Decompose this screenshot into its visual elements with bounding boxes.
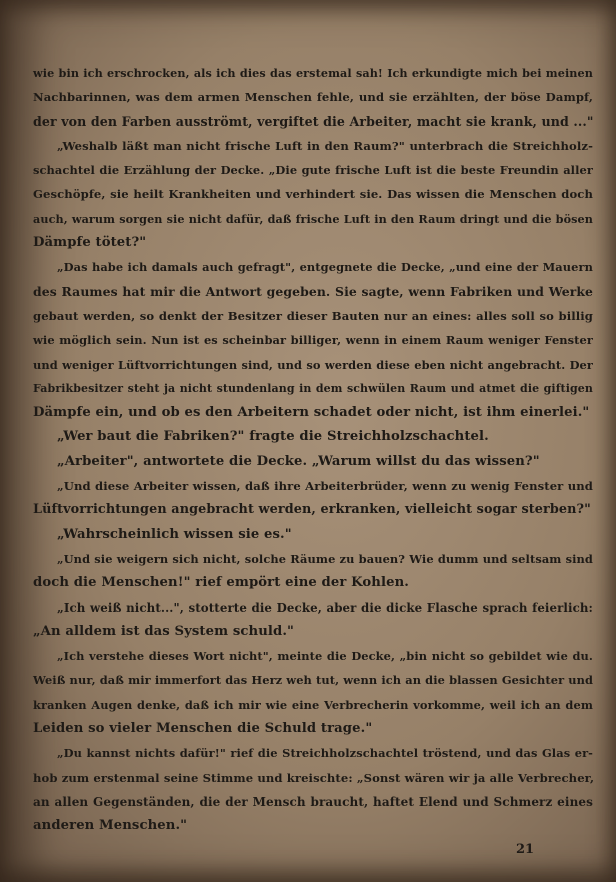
body-text [33,61,593,839]
text-line: wie möglich sein. Nun ist es scheinbar billiger, wenn in einem Raum weniger Fenster [33,333,593,348]
text-line: „Und sie weigern sich nicht, solche Räume zu bauen? Wie dumm und seltsam sind [57,551,593,566]
text-line: auch, warum sorgen sie nicht dafür, daß frische Luft in den Raum dringt und die bösen [33,211,593,226]
text-line: „An alldem ist das System schuld." [33,623,294,639]
text-line: „Ich weiß nicht...", stotterte die Decke, aber die dicke Flasche sprach feierlich: [57,600,593,615]
text-line: anderen Menschen." [33,818,188,834]
text-line: schachtel die Erzählung der Decke. „Die gute frische Luft ist die beste Freundin aller [33,163,593,178]
text-line: doch die Menschen!" rief empört eine der Kohlen. [33,575,409,591]
text-line: „Wahrscheinlich wissen sie es." [57,526,292,542]
text-line: des Raumes hat mir die Antwort gegeben. Sie sagte, wenn Fabriken und Werke [33,283,593,299]
text-line: Fabrikbesitzer steht ja nicht stundenlang in dem schwülen Raum und atmet die giftigen [33,381,593,395]
text-line: „Das habe ich damals auch gefragt", entgegnete die Decke, „und eine der Mauern [57,260,593,275]
text-line: Weiß nur, daß mir immerfort das Herz weh tut, wenn ich an die blassen Gesichter und [33,673,594,688]
text-line: wie bin ich erschrocken, als ich dies das erstemal sah! Ich erkundigte mich bei meinen [33,66,593,80]
text-line: „Und diese Arbeiter wissen, daß ihre Arbeiterbrüder, wenn zu wenig Fenster und [57,479,593,494]
text-line: kranken Augen denke, daß ich mir wie eine Verbrecherin vorkomme, weil ich an dem [33,697,593,712]
text-line: Leiden so vieler Menschen die Schuld trage." [33,721,373,737]
text-line: an allen Gegenständen, die der Mensch braucht, haftet Elend und Schmerz eines [33,794,593,809]
page-number: 21 [516,842,535,857]
text-line: hob zum erstenmal seine Stimme und kreischte: „Sonst wären wir ja alle Verbrecher, [33,770,595,785]
text-line: der von den Farben ausströmt, vergiftet die Arbeiter, macht sie krank, und ..." [33,113,594,129]
text-line: gebaut werden, so denkt der Besitzer dieser Bauten nur an eines: alles soll so billig [33,308,593,323]
text-line: „Du kannst nichts dafür!" rief die Streichholzschachtel tröstend, und das Glas er- [57,746,593,761]
text-line: „Wer baut die Fabriken?" fragte die Streichholzschachtel. [57,429,489,445]
text-line: Lüftvorrichtungen angebracht werden, erkranken, vielleicht sogar sterben?" [33,502,591,518]
text-line: „Weshalb läßt man nicht frische Luft in den Raum?" unterbrach die Streichholz- [57,138,593,153]
text-line: und weniger Lüftvorrichtungen sind, und so werden diese eben nicht angebracht. Der [33,357,593,372]
text-line: „Ich verstehe dieses Wort nicht", meinte die Decke, „bin nicht so gebildet wie du. [57,649,593,664]
text-line: „Arbeiter", antwortete die Decke. „Warum willst du das wissen?" [57,453,540,469]
text-line: Nachbarinnen, was dem armen Menschen fehle, und sie erzählten, der böse Dampf, [33,90,593,105]
text-line: Geschöpfe, sie heilt Krankheiten und verhindert sie. Das wissen die Menschen doch [33,187,593,202]
text-line: Dämpfe ein, und ob es den Arbeitern schadet oder nicht, ist ihm einerlei." [33,405,590,421]
text-line: Dämpfe tötet?" [33,235,147,251]
